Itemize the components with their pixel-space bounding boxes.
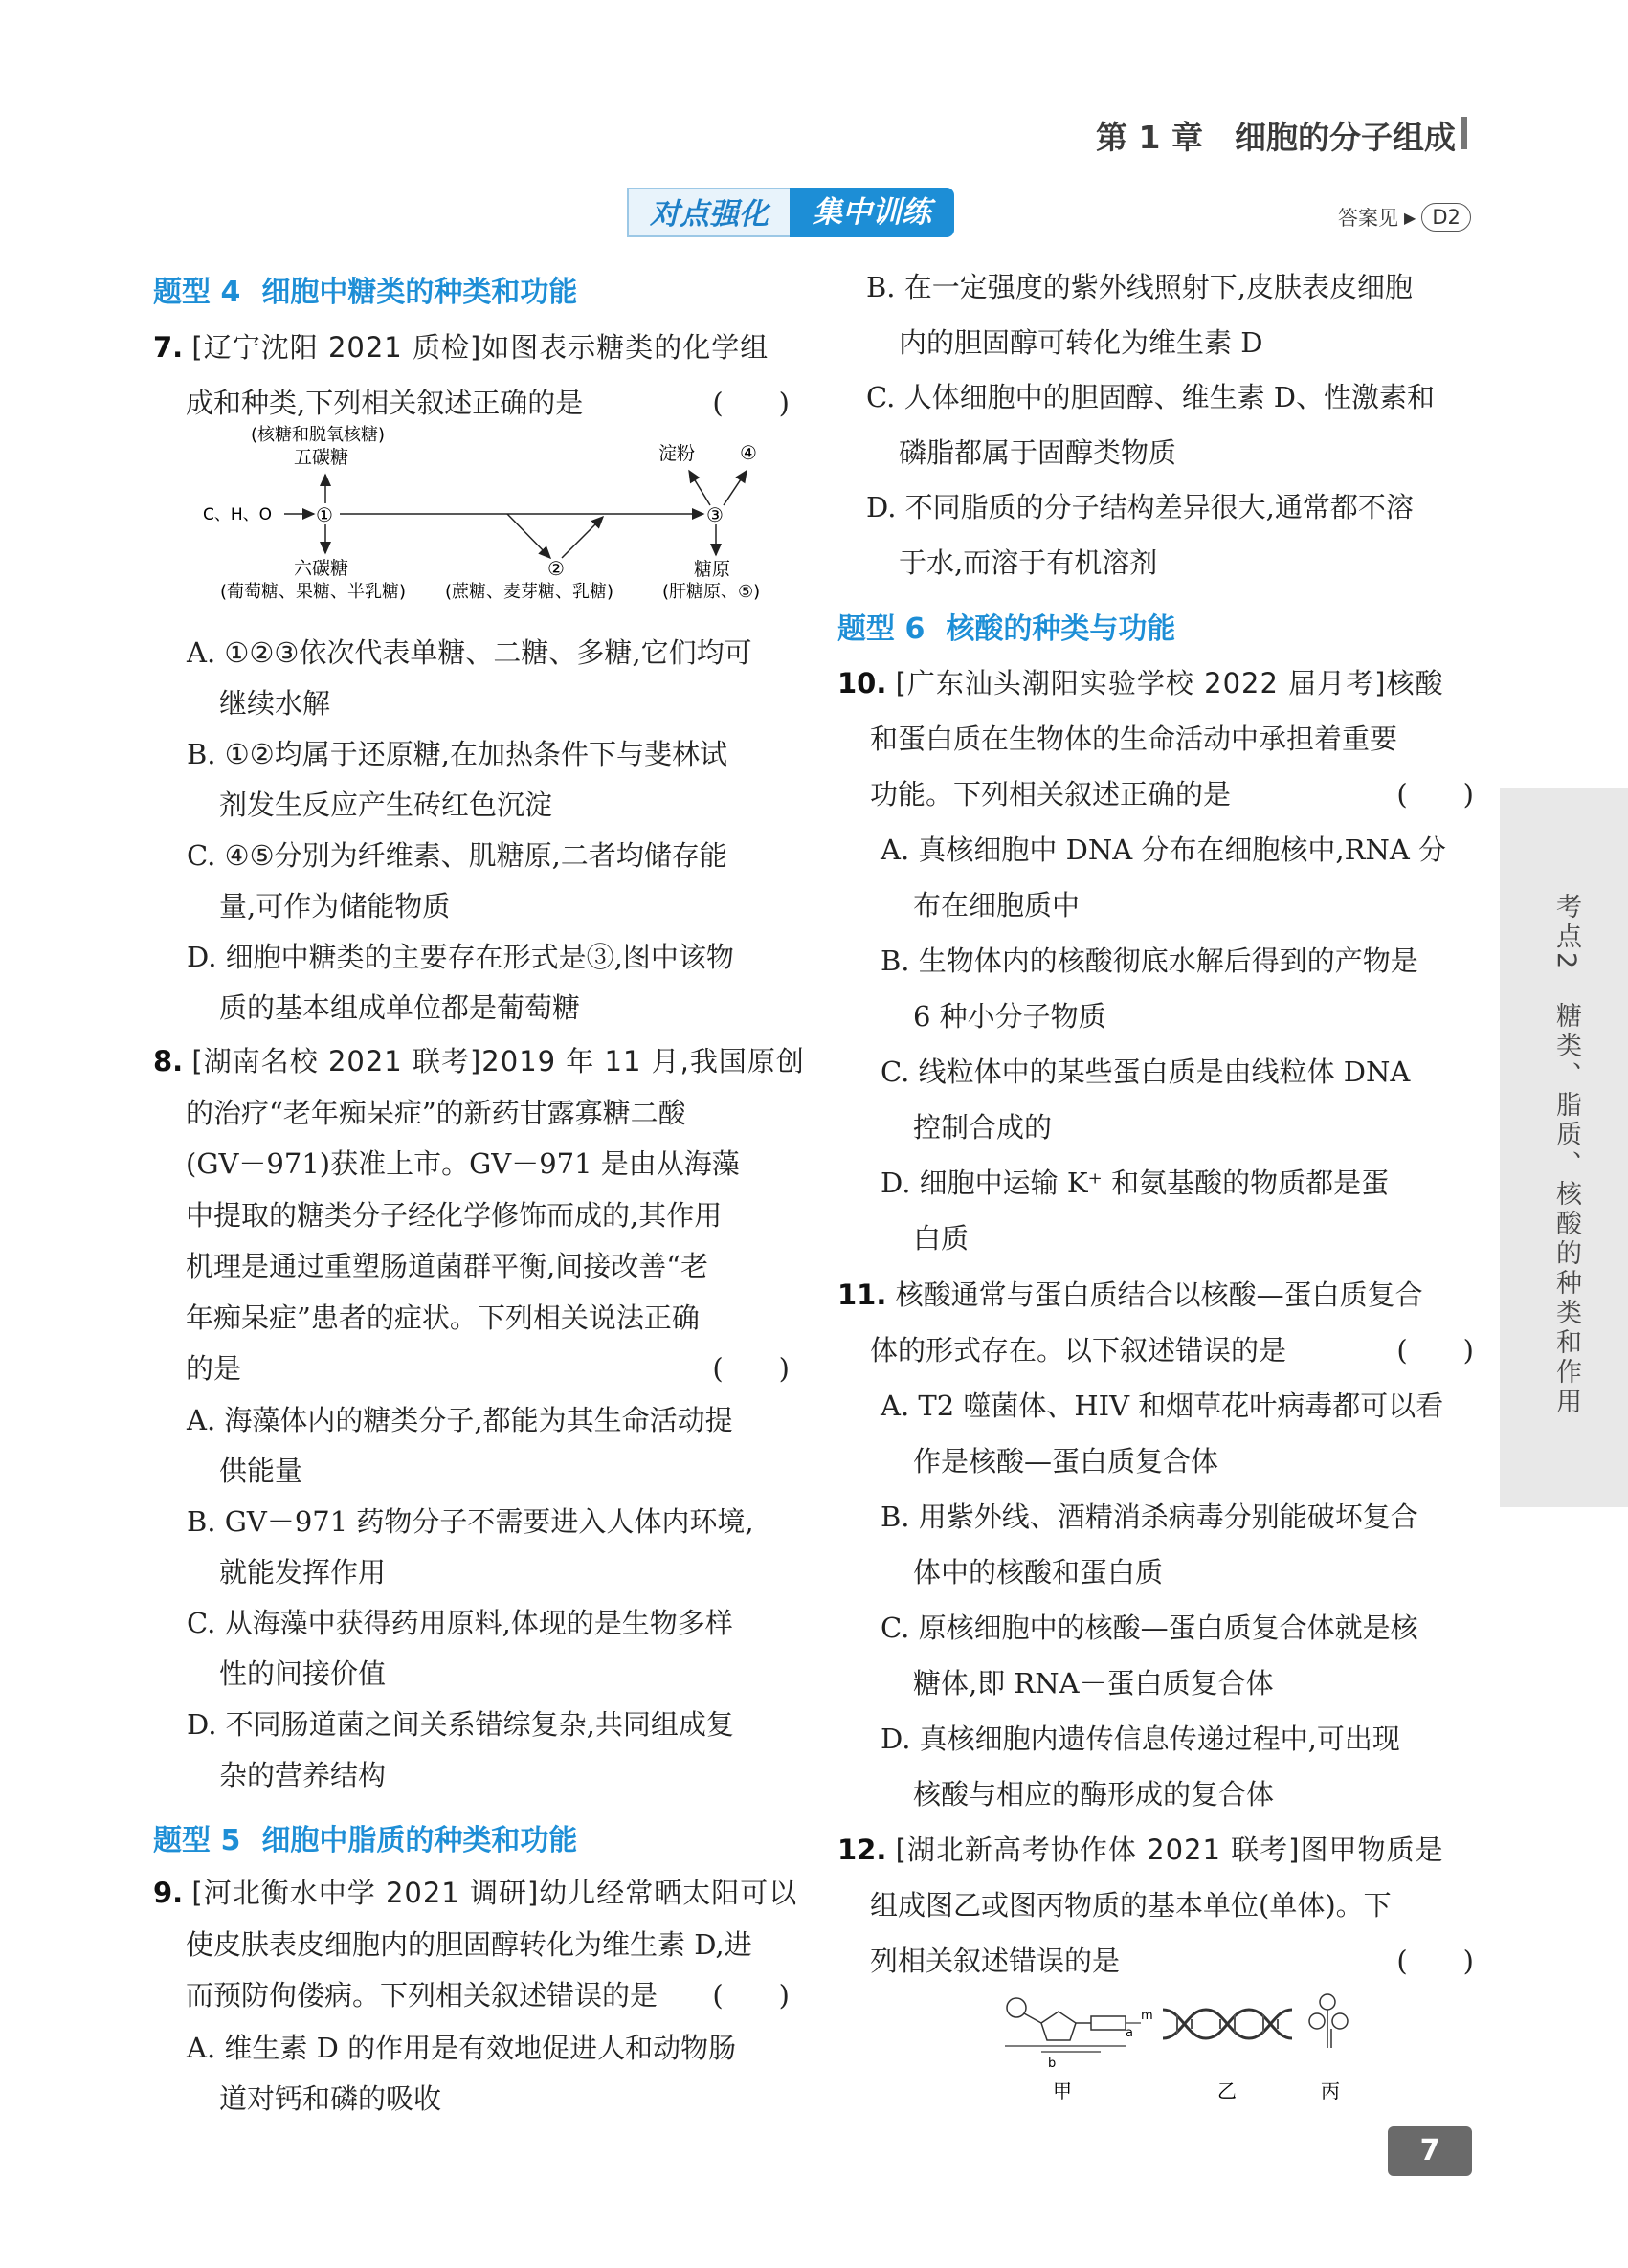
question-text-line: 核酸通常与蛋白质结合以核酸—蛋白质复合 (895, 1279, 1423, 1311)
type-name: 核酸的种类与功能 (946, 612, 1176, 646)
question-text-line: 中提取的糖类分子经化学修饰而成的,其作用 (186, 1198, 723, 1232)
chapter-title: 第 1 章 细胞的分子组成 (1096, 119, 1456, 156)
type-name: 细胞中脂质的种类和功能 (261, 1824, 578, 1857)
page-number: 7 (1388, 2126, 1472, 2176)
question-text-line: 的治疗“老年痴呆症”的新药甘露寡糖二酸 (186, 1096, 686, 1129)
question-number: 7. (153, 331, 184, 364)
type-heading-6 (837, 605, 1175, 647)
nucleic-acid-figure (995, 1990, 1359, 2115)
option-b-line1: B. 用紫外线、酒精消杀病毒分别能破坏复合 (881, 1501, 1418, 1533)
answer-code: D2 (1421, 203, 1471, 232)
node-1: ① (316, 503, 333, 526)
node-2: ② (547, 557, 565, 580)
option-b-line1: B. 在一定强度的紫外线照射下,皮肤表皮细胞 (866, 271, 1413, 303)
question-10 (837, 656, 1474, 822)
question-text-line: 年痴呆症”患者的症状。下列相关说法正确 (186, 1301, 700, 1334)
question-text-line: 机理是通过重塑肠道菌群平衡,间接改善“老 (186, 1250, 709, 1282)
option-b-line2: 体中的核酸和蛋白质 (913, 1556, 1164, 1589)
question-8 (153, 1036, 805, 1395)
question-number: 11. (837, 1279, 887, 1311)
option-a-line2: 布在细胞质中 (913, 889, 1081, 922)
type-label: 题型 5 (153, 1824, 241, 1857)
sugar-diagram (191, 421, 804, 612)
training-banner (627, 188, 954, 237)
chapter-bar (1461, 117, 1467, 149)
hexose-label: 六碳糖 (294, 558, 349, 579)
option-a-line1: A. ①②③依次代表单糖、二糖、多糖,它们均可 (187, 636, 752, 669)
pentose-label: 五碳糖 (294, 447, 349, 468)
type-label: 题型 4 (153, 276, 241, 309)
option-a-line1: A. 海藻体内的糖类分子,都能为其生命活动提 (187, 1404, 733, 1436)
option-c-line2: 磷脂都属于固醇类物质 (899, 435, 1177, 469)
option-a-line2: 道对钙和磷的吸收 (219, 2082, 442, 2115)
answer-paren: ( ) (712, 1979, 790, 2012)
question-text-line: 成和种类,下列相关叙述正确的是 (186, 387, 584, 419)
option-b-line1: B. GV－971 药物分子不需要进入人体内环境, (187, 1505, 754, 1538)
option-c-line2: 性的间接价值 (219, 1657, 387, 1690)
answer-paren: ( ) (712, 387, 790, 419)
option-c-line1: C. 从海藻中获得药用原料,体现的是生物多样 (187, 1607, 733, 1639)
question-text-line: [广东汕头潮阳实验学校 2022 届月考]核酸 (895, 667, 1444, 700)
hexose-note: (葡萄糖、果糖、半乳糖) (220, 582, 407, 602)
option-b-line2: 内的胆固醇可转化为维生素 D (899, 325, 1263, 359)
option-c-line1: C. 线粒体中的某些蛋白质是由线粒体 DNA (881, 1056, 1411, 1088)
trna-diagram (1309, 1994, 1348, 2048)
disaccharide-note: (蔗糖、麦芽糖、乳糖) (445, 582, 614, 602)
option-c-line2: 量,可作为储能物质 (219, 890, 451, 923)
option-d-line1: D. 真核细胞内遗传信息传递过程中,可出现 (881, 1723, 1400, 1755)
question-7 (153, 320, 790, 431)
play-triangle-icon: ▶ (1404, 208, 1416, 227)
option-c-line2: 控制合成的 (913, 1111, 1053, 1144)
question-text-line: 列相关叙述错误的是 (870, 1945, 1121, 1977)
question-text-line: 而预防佝偻病。下列相关叙述错误的是 (186, 1979, 658, 2012)
option-d-line2: 杂的营养结构 (219, 1759, 387, 1791)
question-7-options (187, 628, 799, 1034)
type-heading-5 (153, 1816, 577, 1858)
question-text-line: (GV－971)获准上市。GV－971 是由从海藻 (186, 1147, 740, 1180)
question-text-line: [河北衡水中学 2021 调研]幼儿经常晒太阳可以 (191, 1877, 798, 1909)
glycogen-label: 糖原 (694, 559, 731, 580)
question-text-line: 使皮肤表皮细胞内的胆固醇转化为维生素 D,进 (186, 1927, 752, 1961)
type-heading-4 (153, 268, 577, 310)
answer-paren: ( ) (1396, 1945, 1474, 1977)
glycogen-note: (肝糖原、⑤) (662, 582, 761, 602)
question-text-line: [辽宁沈阳 2021 质检]如图表示糖类的化学组 (191, 331, 769, 364)
question-text-line: [湖南名校 2021 联考]2019 年 11 月,我国原创 (191, 1045, 805, 1078)
question-text-line: 功能。下列相关叙述正确的是 (870, 778, 1232, 811)
option-b-line2: 剂发生反应产生砖红色沉淀 (219, 789, 553, 821)
label-jia: 甲 (1053, 2079, 1072, 2102)
question-11 (837, 1267, 1474, 1378)
answer-label: 答案见 (1338, 207, 1398, 230)
question-9-options-left (187, 2023, 799, 2124)
option-d-line1: D. 不同脂质的分子结构差异很大,通常都不溶 (866, 491, 1414, 523)
option-b-line1: B. 生物体内的核酸彻底水解后得到的产物是 (881, 945, 1418, 977)
label-b: b (1048, 2057, 1057, 2071)
option-a-line1: A. 真核细胞中 DNA 分布在细胞核中,RNA 分 (881, 834, 1446, 866)
node-4: ④ (740, 441, 757, 464)
chapter-sidebar (1500, 788, 1628, 1507)
question-number: 9. (153, 1877, 184, 1909)
question-number: 12. (837, 1834, 887, 1866)
nucleotide-diagram (1005, 1998, 1153, 2071)
answer-paren: ( ) (712, 1352, 790, 1385)
question-number: 8. (153, 1045, 184, 1078)
option-d-line1: D. 不同肠道菌之间关系错综复杂,共同组成复 (187, 1708, 734, 1741)
label-m: m (1141, 2009, 1153, 2023)
option-d-line2: 白质 (913, 1222, 970, 1255)
elements-label: C、H、O (203, 505, 273, 524)
question-text-line: 和蛋白质在生物体的生命活动中承担着重要 (870, 723, 1398, 755)
option-a-line2: 供能量 (219, 1455, 303, 1487)
double-helix-diagram (1163, 2010, 1292, 2038)
option-d-line2: 核酸与相应的酶形成的复合体 (913, 1778, 1275, 1811)
banner-right-label: 集中训练 (790, 188, 954, 237)
option-b-line2: 就能发挥作用 (219, 1556, 387, 1589)
type-name: 细胞中糖类的种类和功能 (261, 276, 578, 309)
question-text-line: 组成图乙或图丙物质的基本单位(单体)。下 (870, 1889, 1392, 1922)
option-d-line1: D. 细胞中运输 K⁺ 和氨基酸的物质都是蛋 (881, 1167, 1390, 1199)
option-b-line1: B. ①②均属于还原糖,在加热条件下与斐林试 (187, 738, 727, 770)
banner-left-label: 对点强化 (627, 188, 790, 237)
label-a: a (1126, 2026, 1133, 2040)
option-d-line2: 质的基本组成单位都是葡萄糖 (219, 991, 581, 1024)
option-d-line1: D. 细胞中糖类的主要存在形式是③,图中该物 (187, 941, 734, 973)
option-a-line2: 作是核酸—蛋白质复合体 (913, 1445, 1219, 1478)
question-text-line: 的是 (186, 1352, 242, 1385)
question-number: 10. (837, 667, 887, 700)
answer-paren: ( ) (1396, 1334, 1474, 1367)
option-a-line1: A. 维生素 D 的作用是有效地促进人和动物肠 (187, 2032, 737, 2064)
question-text-line: [湖北新高考协作体 2021 联考]图甲物质是 (895, 1834, 1444, 1866)
node-3: ③ (706, 503, 724, 526)
question-9-options-right (866, 260, 1479, 590)
question-9 (153, 1868, 798, 2022)
type-label: 题型 6 (837, 612, 926, 646)
option-a-line2: 继续水解 (219, 687, 331, 720)
question-12 (837, 1822, 1474, 1989)
starch-label: 淀粉 (658, 443, 696, 464)
pentose-note: (核糖和脱氧核糖) (251, 425, 386, 445)
option-a-line1: A. T2 噬菌体、HIV 和烟草花叶病毒都可以看 (881, 1390, 1444, 1422)
label-yi: 乙 (1217, 2079, 1237, 2102)
question-text-line: 体的形式存在。以下叙述错误的是 (870, 1334, 1287, 1367)
question-11-options (881, 1378, 1474, 1822)
option-c-line1: C. 人体细胞中的胆固醇、维生素 D、性激素和 (866, 381, 1436, 413)
option-d-line2: 于水,而溶于有机溶剂 (899, 545, 1158, 579)
label-bing: 丙 (1321, 2079, 1340, 2102)
answer-paren: ( ) (1396, 778, 1474, 811)
option-c-line1: C. 原核细胞中的核酸—蛋白质复合体就是核 (881, 1612, 1418, 1644)
option-c-line1: C. ④⑤分别为纤维素、肌糖原,二者均储存能 (187, 839, 727, 872)
option-b-line2: 6 种小分子物质 (913, 1000, 1106, 1033)
option-c-line2: 糖体,即 RNA－蛋白质复合体 (913, 1667, 1274, 1700)
answer-reference (1338, 203, 1471, 232)
sidebar-text: 考点2 糖类、脂质、核酸的种类和作用 (1551, 893, 1581, 1418)
question-10-options (881, 822, 1474, 1266)
question-8-options (187, 1395, 799, 1801)
